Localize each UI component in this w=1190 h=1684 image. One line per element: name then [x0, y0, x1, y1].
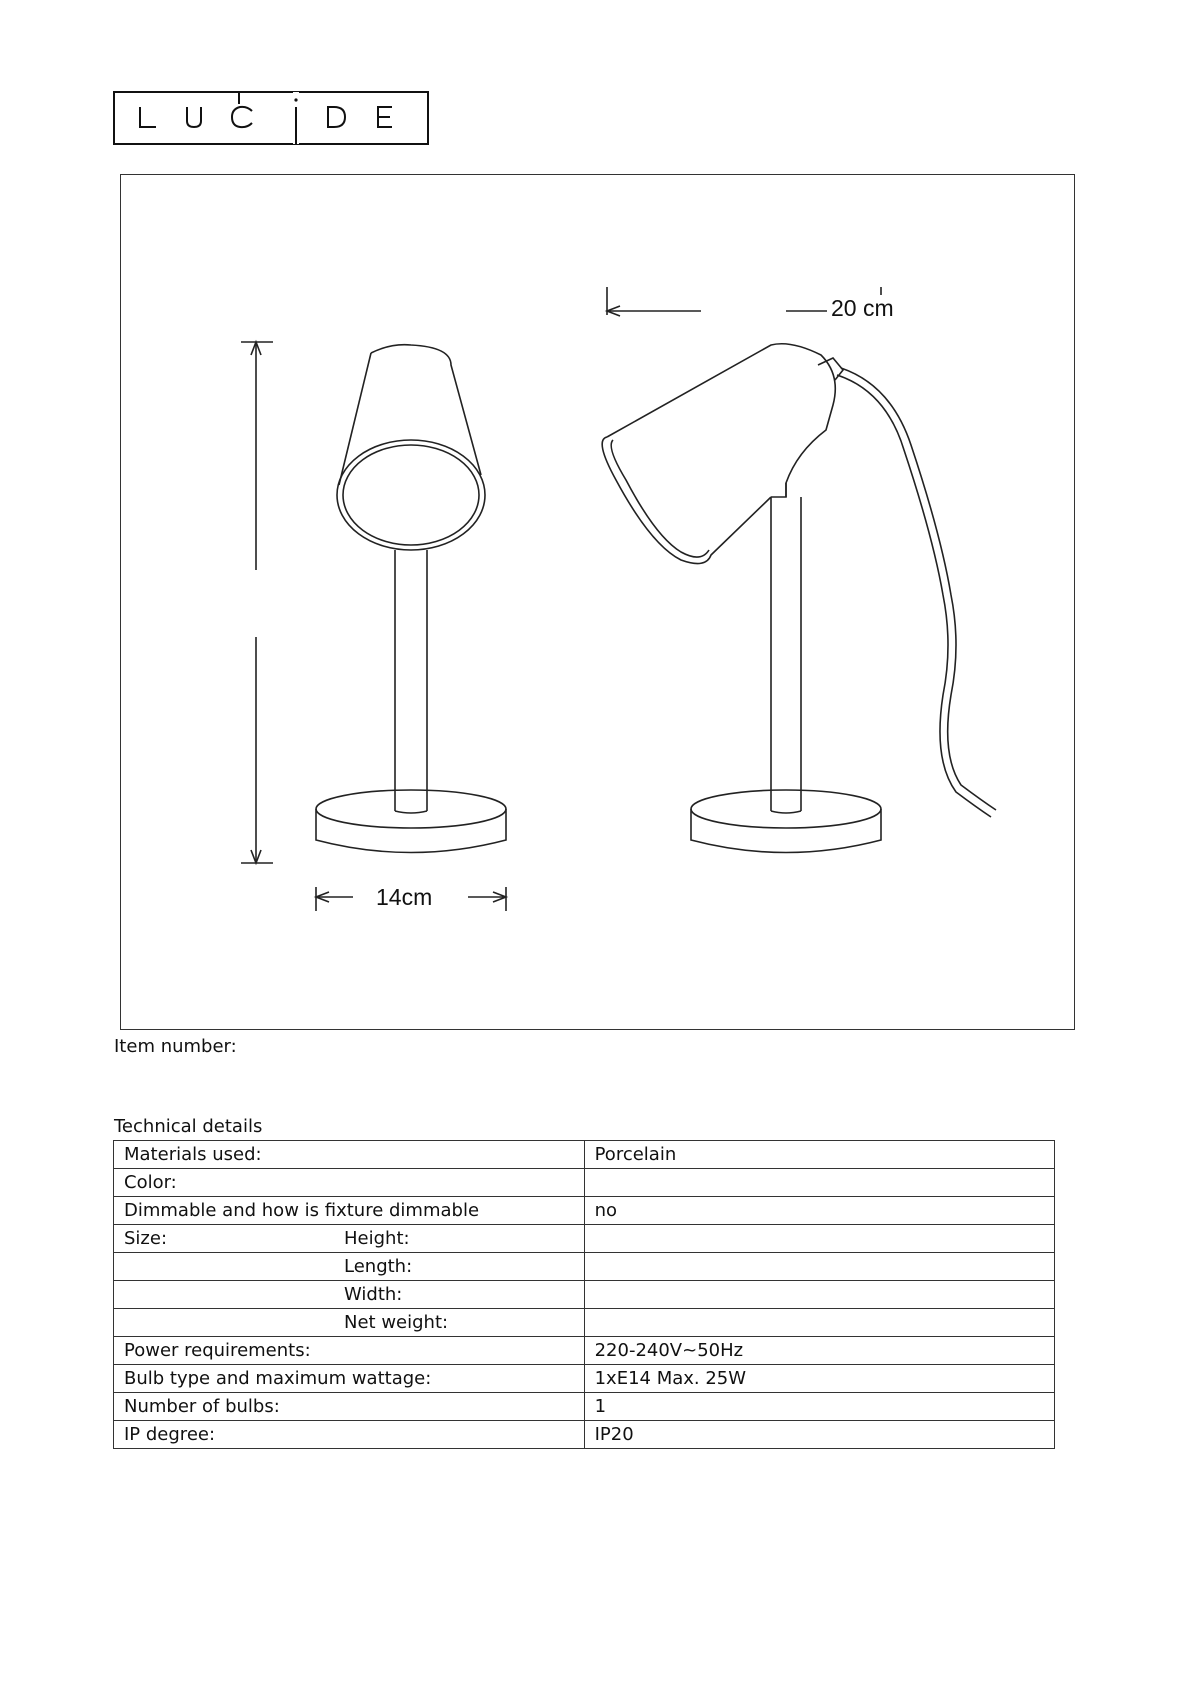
- spec-label: Materials used:: [114, 1141, 585, 1169]
- front-view-lamp: [316, 345, 506, 853]
- table-row: [114, 1141, 1055, 1169]
- spec-value: [584, 1225, 1054, 1253]
- technical-details-table: [113, 1140, 1055, 1449]
- table-row: [114, 1337, 1055, 1365]
- lucide-logo-graphic: [112, 89, 432, 147]
- lamp-drawing-svg: [121, 175, 1076, 1031]
- table-row: [114, 1309, 1055, 1337]
- base-dimension-label: 14cm: [372, 884, 436, 911]
- spec-value: [584, 1169, 1054, 1197]
- table-row: [114, 1365, 1055, 1393]
- spec-label: Power requirements:: [114, 1337, 585, 1365]
- table-row: [114, 1421, 1055, 1449]
- spec-value: [584, 1281, 1054, 1309]
- spec-label: IP degree:: [114, 1421, 585, 1449]
- spec-value: [584, 1253, 1054, 1281]
- table-row: [114, 1253, 1055, 1281]
- spec-label: Dimmable and how is fixture dimmable: [114, 1197, 585, 1225]
- table-row: [114, 1169, 1055, 1197]
- spec-label: Length:: [114, 1253, 585, 1281]
- table-row: [114, 1281, 1055, 1309]
- side-view-lamp: [602, 344, 996, 853]
- spec-label: Color:: [114, 1169, 585, 1197]
- spec-label: Size: Height:: [114, 1225, 585, 1253]
- table-row: [114, 1197, 1055, 1225]
- spec-value: Porcelain: [584, 1141, 1054, 1169]
- spec-value: IP20: [584, 1421, 1054, 1449]
- brand-logo: [112, 89, 432, 147]
- spec-value: 1xE14 Max. 25W: [584, 1365, 1054, 1393]
- item-number-label: Item number:: [114, 1036, 237, 1057]
- spec-value: 220-240V~50Hz: [584, 1337, 1054, 1365]
- width-dimension-label: 20 cm: [827, 295, 898, 322]
- spec-value: 1: [584, 1393, 1054, 1421]
- table-row: [114, 1393, 1055, 1421]
- spec-label: Width:: [114, 1281, 585, 1309]
- spec-label: Net weight:: [114, 1309, 585, 1337]
- table-row: [114, 1225, 1055, 1253]
- technical-drawing: [120, 174, 1075, 1030]
- spec-label: Bulb type and maximum wattage:: [114, 1365, 585, 1393]
- spec-value: [584, 1309, 1054, 1337]
- technical-details-title: Technical details: [114, 1116, 263, 1137]
- spec-value: no: [584, 1197, 1054, 1225]
- spec-label: Number of bulbs:: [114, 1393, 585, 1421]
